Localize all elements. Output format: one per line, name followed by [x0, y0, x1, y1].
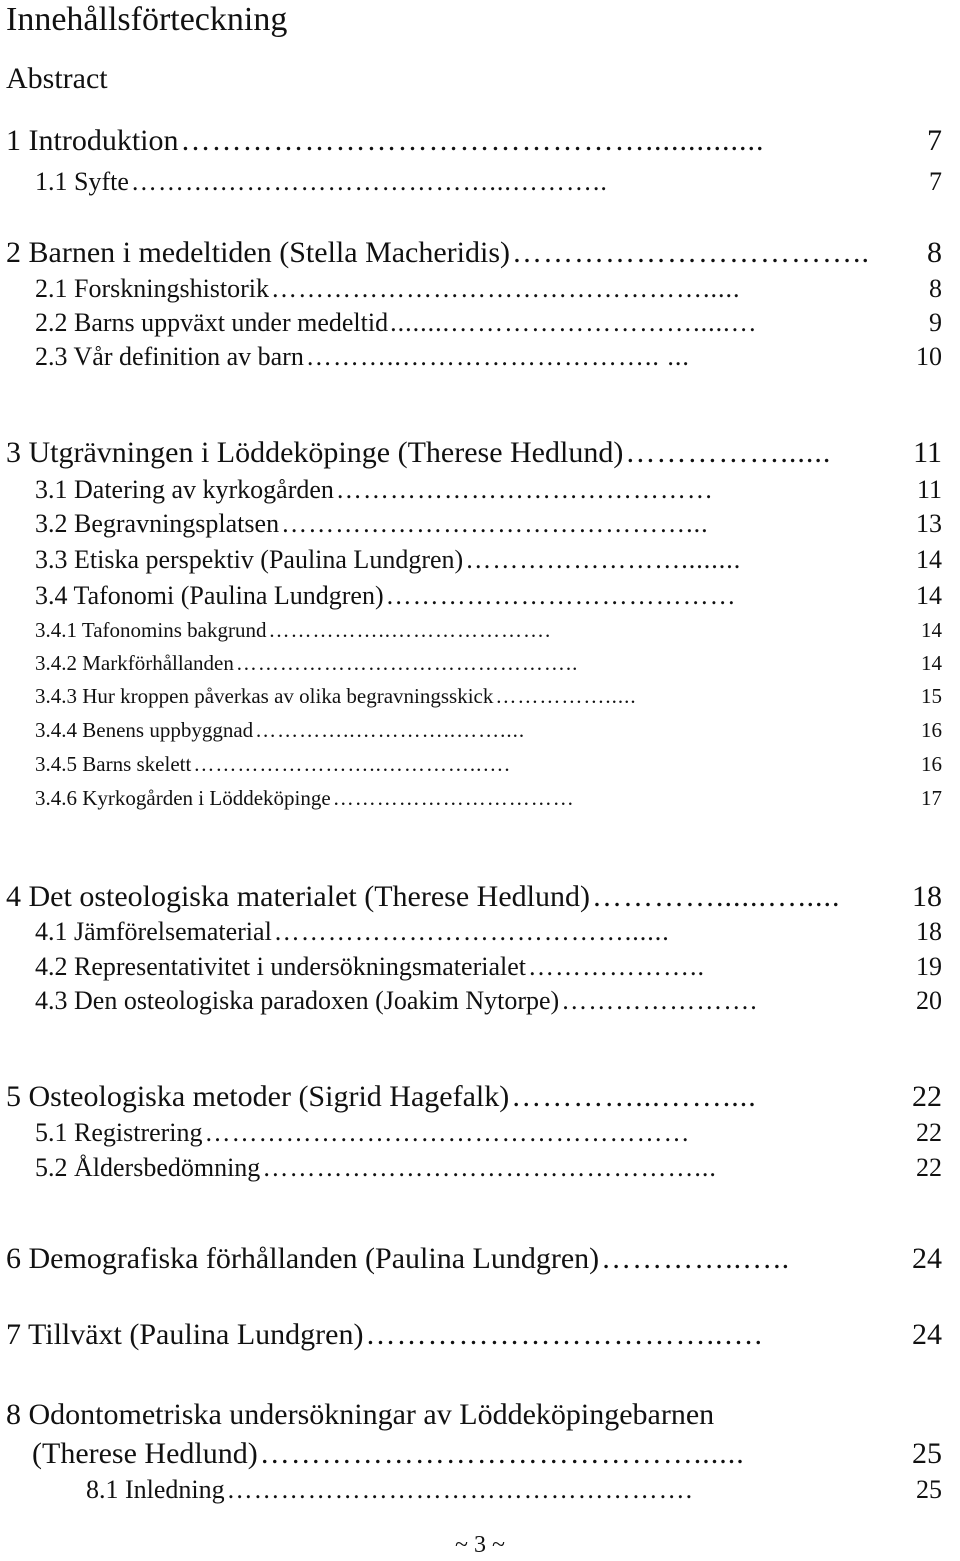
toc-entry[interactable] [0, 986, 942, 1026]
toc-page-number: 17 [921, 786, 942, 810]
toc-page-number: 25 [912, 1437, 942, 1470]
toc-entry-label: 4.2 Representativitet i undersökningsmaterialet [35, 952, 526, 981]
toc-leader: …………………………….. [512, 236, 871, 269]
toc-entry-label: 7 Tillväxt (Paulina Lundgren) [6, 1318, 364, 1351]
toc-page-number: 9 [929, 308, 942, 337]
toc-page-number: 7 [927, 124, 942, 157]
toc-leader: ……………………………..…. [365, 1318, 763, 1351]
toc-entry-label: 2.2 Barns uppväxt under medeltid [35, 308, 389, 337]
toc-leader: ………………………………… [385, 581, 737, 610]
toc-page-number: 16 [921, 752, 942, 776]
toc-entry[interactable] [0, 880, 942, 920]
toc-page-number: 20 [916, 986, 942, 1015]
toc-entry-label: 3.4.1 Tafonomins bakgrund [35, 618, 267, 642]
toc-page-number: 14 [921, 618, 942, 642]
toc-entry-label: 3.2 Begravningsplatsen [35, 509, 280, 538]
toc-page-number: 22 [916, 1153, 942, 1182]
toc-entry-label: 3.4.2 Markförhållanden [35, 651, 234, 675]
toc-entry-label: 3.1 Datering av kyrkogården [35, 475, 334, 504]
toc-entry[interactable] [0, 1080, 942, 1120]
toc-leader: …………..…………..…….... [255, 718, 526, 742]
toc-page-number: 15 [921, 684, 942, 708]
toc-entry[interactable] [0, 1437, 942, 1477]
toc-entry-label: 2 Barnen i medeltiden (Stella Macheridis) [6, 236, 511, 269]
toc-page-number: 22 [912, 1080, 942, 1113]
toc-entry[interactable] [0, 917, 942, 957]
toc-page-number: 25 [916, 1475, 942, 1504]
toc-page-number: 11 [916, 475, 942, 504]
toc-entry[interactable] [0, 167, 942, 207]
toc-leader: ……………………………………………… [204, 1118, 691, 1147]
toc-leader: …………………. [561, 986, 758, 1015]
toc-leader: ……………..... [495, 684, 637, 708]
toc-entry-label: Abstract [6, 62, 108, 95]
toc-page-number: 18 [912, 880, 942, 913]
toc-page-number: 16 [921, 718, 942, 742]
toc-entry[interactable] [0, 236, 942, 276]
toc-entry-label: 5.1 Registrering [35, 1118, 203, 1147]
toc-leader: ……………………………………….. [235, 651, 579, 675]
toc-leader: ………..……………………….. ... [305, 342, 690, 371]
toc-page-number: 24 [912, 1318, 942, 1351]
toc-entry[interactable] [0, 1153, 942, 1193]
toc-leader: ……….…………………………...……….. [130, 167, 608, 196]
toc-entry-label: 3.4.4 Benens uppbyggnad [35, 718, 254, 742]
toc-entry-label: 2.3 Vår definition av barn [35, 342, 304, 371]
toc-entry-label: 2.1 Forskningshistorik [35, 274, 270, 303]
toc-leader: ……………….. [527, 952, 705, 981]
toc-entry-label: 8 Odontometriska undersökningar av Löddeköpingebarnen [6, 1398, 715, 1431]
toc-entry-label: 5.2 Åldersbedömning [35, 1153, 261, 1182]
toc-entry[interactable] [0, 342, 942, 382]
toc-leader: …………...…….... [511, 1080, 757, 1113]
toc-entry-label: 4.1 Jämförelsematerial [35, 917, 272, 946]
toc-leader: …………………………………………... [262, 1153, 717, 1182]
toc-page-number: 10 [916, 342, 942, 371]
toc-leader: ……………………........ [465, 545, 742, 574]
toc-entry[interactable] [0, 1118, 942, 1158]
toc-leader: ........……………………….....… [390, 308, 758, 337]
toc-entry[interactable] [0, 124, 942, 164]
toc-entry[interactable] [0, 1242, 942, 1282]
toc-page-number: 8 [927, 236, 942, 269]
toc-leader: ……………………………………...... [259, 1437, 745, 1470]
toc-entry-label: 1 Introduktion [6, 124, 179, 157]
toc-leader: …………………………………… [335, 475, 714, 504]
toc-entry[interactable] [0, 436, 942, 476]
toc-page-number: 18 [916, 917, 942, 946]
toc-page-number: 19 [916, 952, 942, 981]
toc-entry[interactable] [0, 62, 960, 102]
toc-entry[interactable] [0, 545, 942, 585]
toc-leader: …………………………… [332, 786, 575, 810]
toc-entry-label: 3 Utgrävningen i Löddeköpinge (Therese Hedlund) [6, 436, 624, 469]
toc-entry-label: 3.4 Tafonomi (Paulina Lundgren) [35, 581, 384, 610]
toc-leader: ……………………………………………. [226, 1475, 694, 1504]
toc-entry-label: 3.4.5 Barns skelett [35, 752, 192, 776]
toc-leader: ……………………………………….............. [180, 124, 765, 157]
toc-leader: ………………………………………... [281, 509, 709, 538]
toc-entry[interactable] [0, 509, 942, 549]
toc-entry-label: 6 Demografiska förhållanden (Paulina Lundgren) [6, 1242, 600, 1275]
toc-leader: …………..….. [601, 1242, 791, 1275]
toc-page-number: 14 [916, 581, 942, 610]
toc-entry-label: 5 Osteologiska metoder (Sigrid Hagefalk) [6, 1080, 510, 1113]
toc-entry[interactable] [0, 1475, 942, 1515]
toc-page-number: 14 [921, 651, 942, 675]
toc-entry-label: 3.4.3 Hur kroppen påverkas av olika begravningsskick [35, 684, 494, 708]
toc-page-number: 7 [929, 167, 942, 196]
toc-entry[interactable] [0, 1398, 942, 1438]
toc-entry-label: 4 Det osteologiska materialet (Therese Hedlund) [6, 880, 590, 913]
toc-page-number: 14 [916, 545, 942, 574]
page-footer-number: ~ 3 ~ [455, 1532, 505, 1558]
toc-leader: …………………………………...... [273, 917, 670, 946]
toc-leader: ……………………..…………..…. [193, 752, 511, 776]
toc-entry[interactable] [0, 581, 942, 621]
toc-entry[interactable] [0, 786, 942, 826]
toc-leader: ……………..…………………. [268, 618, 552, 642]
toc-entry-label: 1.1 Syfte [35, 167, 129, 196]
toc-entry-label: 8.1 Inledning [86, 1475, 225, 1504]
toc-page-number: 8 [929, 274, 942, 303]
page-title: Innehållsförteckning [6, 1, 288, 38]
toc-page-number: 24 [912, 1242, 942, 1275]
toc-entry-label: 3.3 Etiska perspektiv (Paulina Lundgren) [35, 545, 464, 574]
toc-leader: …………......…..... [591, 880, 841, 913]
toc-page-number: 13 [916, 509, 942, 538]
toc-page-number: 22 [916, 1118, 942, 1147]
toc-leader: ……………...... [625, 436, 832, 469]
toc-entry-label: 3.4.6 Kyrkogården i Löddeköpinge [35, 786, 331, 810]
toc-page-number: 11 [913, 436, 942, 469]
toc-entry-label: 4.3 Den osteologiska paradoxen (Joakim Nytorpe) [35, 986, 560, 1015]
toc-entry-label: (Therese Hedlund) [32, 1437, 258, 1470]
toc-leader: …………………………………………..... [271, 274, 741, 303]
toc-entry[interactable] [0, 1318, 942, 1358]
